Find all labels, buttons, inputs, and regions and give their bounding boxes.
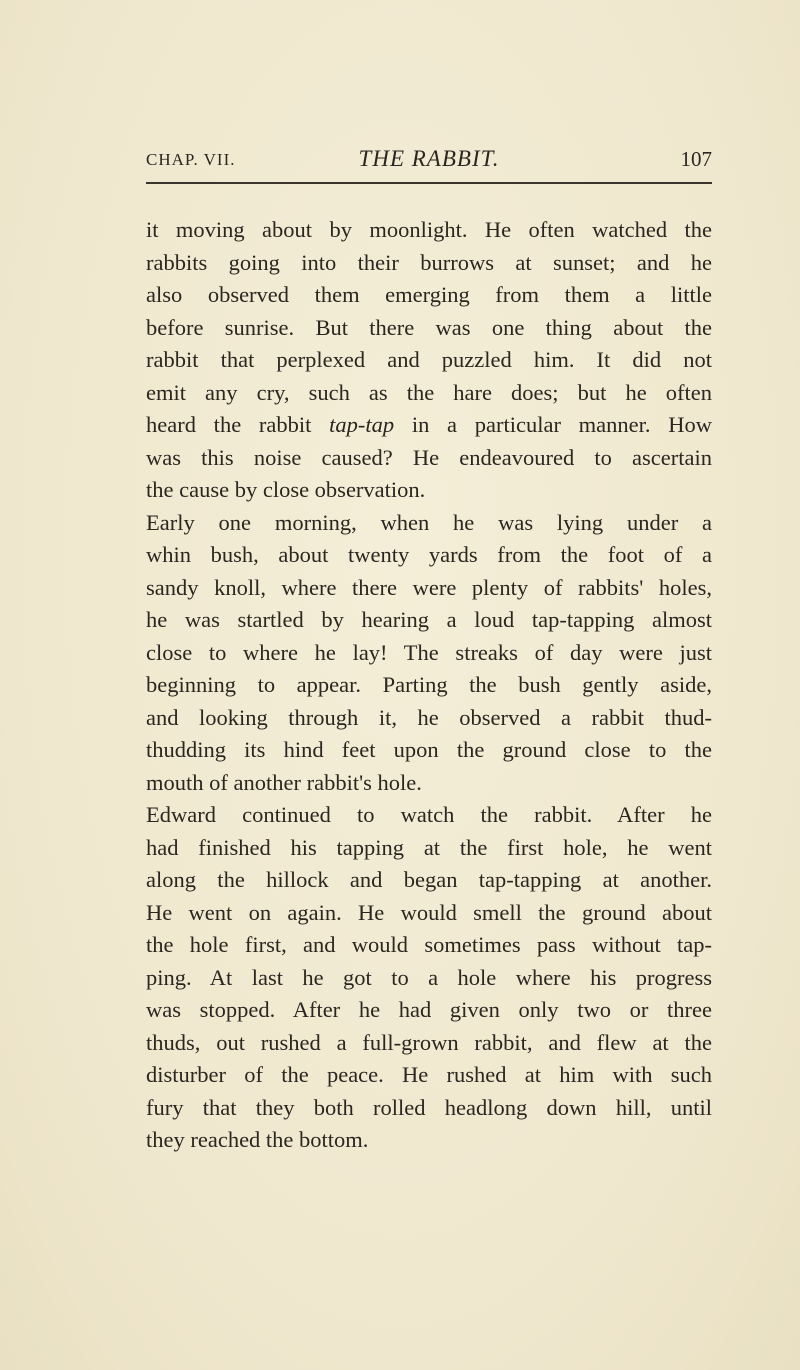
text-line-15: beginning to appear. Parting the bush gently aside,	[146, 672, 712, 697]
text-line-19: Edward continued to watch the rabbit. After he	[146, 802, 712, 827]
text-line-7	[146, 409, 712, 442]
chapter-label: CHAP. VII.	[146, 150, 236, 169]
body-text	[146, 214, 712, 1157]
text-line-10: Early one morning, when he was lying under a	[146, 509, 712, 535]
text-line-28: fury that they both rolled headlong down hill, until	[146, 1094, 712, 1120]
italic-tap-tap: tap-tap	[329, 412, 395, 437]
text-line-17: thudding its hind feet upon the ground close to the	[146, 737, 712, 762]
text-line-6: emit any cry, such as the hare does; but he often	[146, 379, 712, 405]
text-line-21: along the hillock and began tap-tapping at another.	[146, 867, 712, 892]
running-head	[146, 146, 712, 178]
page-title: THE RABBIT.	[358, 146, 500, 171]
text-line-4: before sunrise. But there was one thing about the	[146, 314, 712, 340]
text-line-26: thuds, out rushed a full-grown rabbit, and flew at the	[146, 1029, 712, 1055]
page-number: 107	[680, 147, 712, 171]
text-line-7a: heard the rabbit	[146, 412, 330, 437]
text-line-23: the hole first, and would sometimes pass without tap-	[146, 932, 712, 957]
header-rule	[146, 182, 712, 184]
text-line-18: mouth of another rabbit's hole.	[146, 769, 422, 795]
text-line-20: had finished his tapping at the first hole, he went	[146, 834, 712, 860]
text-line-12: sandy knoll, where there were plenty of rabbits' holes,	[146, 574, 712, 600]
text-line-16: and looking through it, he observed a rabbit thud-	[146, 704, 712, 730]
text-line-7b: in a particular manner. How	[394, 412, 712, 437]
text-line-14: close to where he lay! The streaks of day were just	[146, 639, 712, 665]
text-line-27: disturber of the peace. He rushed at him with such	[146, 1062, 712, 1087]
text-line-22: He went on again. He would smell the ground about	[146, 899, 712, 925]
text-line-25: was stopped. After he had given only two or three	[146, 997, 712, 1022]
text-line-2: rabbits going into their burrows at sunset; and he	[146, 249, 712, 275]
text-line-1: it moving about by moonlight. He often watched the	[146, 217, 712, 242]
text-line-9: the cause by close observation.	[146, 477, 426, 502]
text-line-8: was this noise caused? He endeavoured to ascertain	[146, 444, 712, 470]
text-line-11: whin bush, about twenty yards from the foot of a	[146, 542, 712, 567]
text-line-29: they reached the bottom.	[146, 1127, 369, 1152]
text-line-24: ping. At last he got to a hole where his progress	[146, 964, 712, 990]
text-line-3: also observed them emerging from them a little	[146, 282, 712, 307]
text-line-13: he was startled by hearing a loud tap-tapping almost	[146, 607, 712, 632]
text-line-5: rabbit that perplexed and puzzled him. It did not	[146, 347, 712, 372]
